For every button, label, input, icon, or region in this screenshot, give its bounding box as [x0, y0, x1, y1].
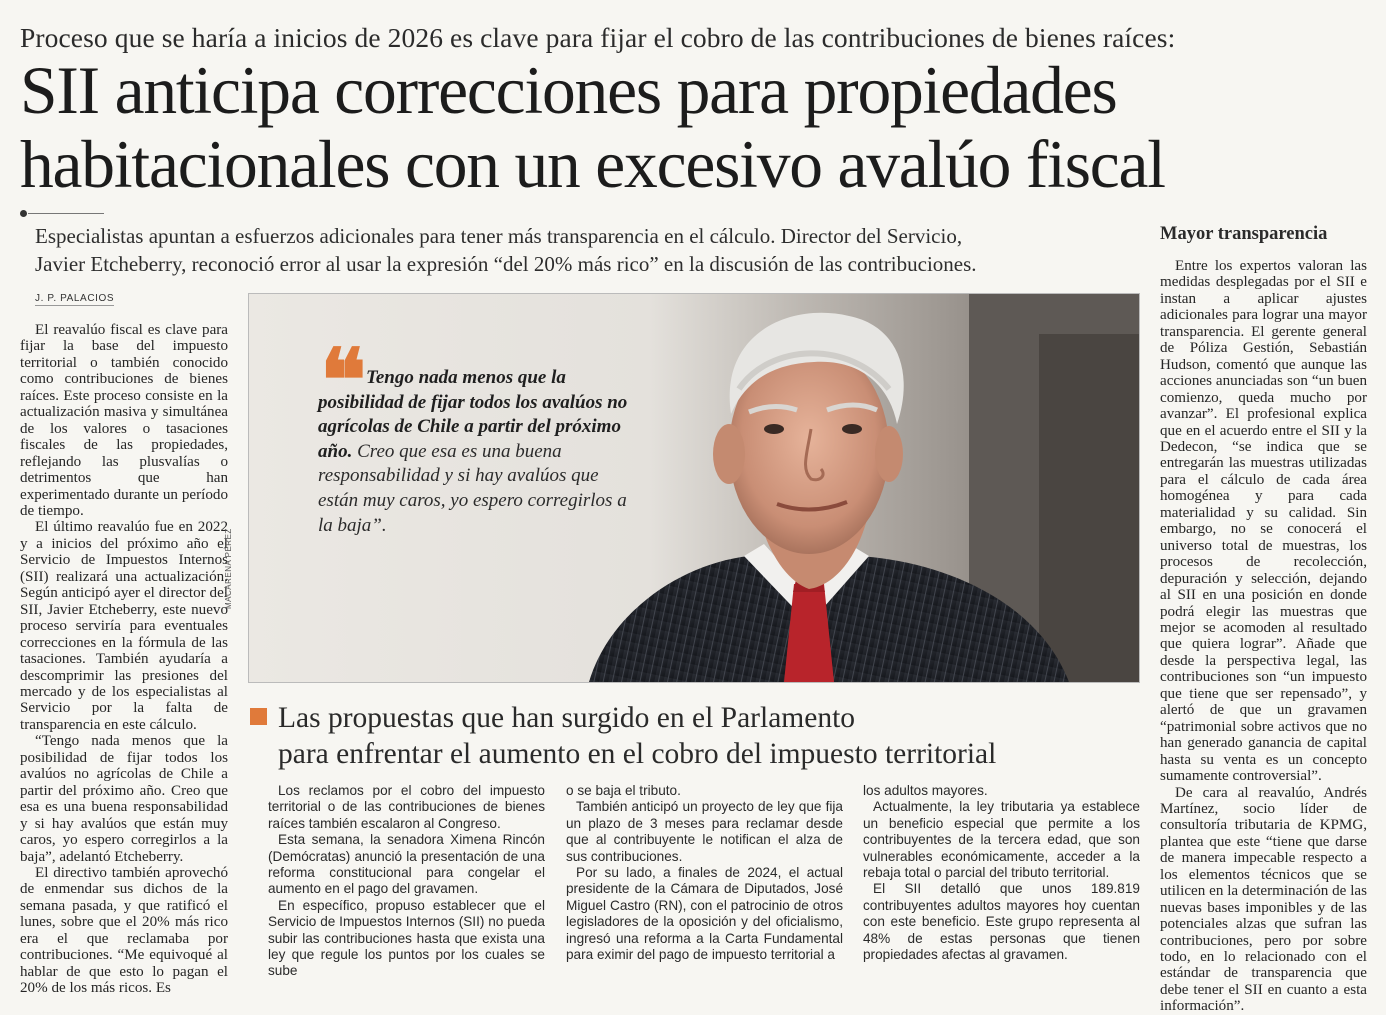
quote-mark-icon: ❝: [320, 330, 367, 431]
headline: [20, 54, 1370, 202]
paragraph: En específico, propuso establecer que el Servicio de Impuestos Internos (SII) no pueda subir las contribuciones hasta que exista una ley que regule los puntos por los cuales se sube: [268, 897, 545, 979]
pull-quote-rest: Creo que esa es una buena responsabilidad y si hay avalúos que están muy caros, yo espero corregirlos a la baja”.: [318, 440, 627, 536]
deck: [35, 222, 1145, 278]
body-column-right: [1160, 258, 1367, 1015]
box-column-2: [566, 783, 843, 988]
paragraph: los adultos mayores.: [863, 783, 988, 798]
separator-line: [28, 213, 104, 214]
paragraph: El directivo también aprovechó de enmendar sus dichos de la semana pasada, y que ratificó el lunes, sobre que el 20% más rico era el que reclamaba por contribuciones. “Me equivoqué al hablar de que esto lo pagan el 20% de los más ricos. Es: [20, 864, 228, 997]
paragraph: Entre los expertos valoran las medidas desplegadas por el SII e instan a aplicar ajustes adicionales para lograr una mayor transparencia. El gerente general de Póliza Gestión, Sebastián Hudson, comentó que aunque las acciones anunciadas son “un buen comienzo, queda mucho por avanzar”. El profesional explica que en el acuerdo entre el SII y la Dedecon, “se indica que se entregarán las muestras utilizadas para el cálculo de cada área homogénea y para cada materialidad y su calidad. Sin embargo, no se conocerá el universo total de muestras, los procesos de recolección, depuración y selección, dejando al SII en una posición en donde podrá elegir las muestras que mejor se acomoden al resultado que quiera lograr”. Añade que desde la perspectiva legal, las contribuciones son “un impuesto que tiene que ser repensado”, y alertó de que un gravamen “patrimonial sobre activos que no han generado ganancia de capital hasta su venta es un concepto sumamente controversial”.: [1160, 258, 1367, 785]
pull-quote: [318, 366, 628, 538]
kicker: Proceso que se haría a inicios de 2026 es clave para fijar el cobro de las contribuciones de bienes raíces:: [20, 22, 1176, 53]
section-square-icon: [250, 708, 267, 725]
paragraph: o se baja el tributo.: [566, 783, 681, 798]
box-title: [278, 700, 996, 772]
byline: J. P. PALACIOS: [35, 293, 115, 304]
body-column-left: [20, 322, 228, 997]
paragraph: Por su lado, a finales de 2024, el actual presidente de la Cámara de Diputados, José Miguel Castro (RN), con el patrocinio de otros legisladores de la oposición y del oficialismo, ingresó una reforma a la Carta Fundamental para eximir del pago de impuesto territorial a: [566, 865, 843, 963]
paragraph: “Tengo nada menos que la posibilidad de fijar todos los avalúos no agrícolas de Chile a partir del próximo año. Creo que esa es una buena responsabilidad y si hay avalúos que están muy caros, yo espero corregirlos a la baja”, adelantó Etcheberry.: [20, 733, 228, 865]
deck-line-2: Javier Etcheberry, reconoció error al usar la expresión “del 20% más rico” en la discusión de las contribuciones.: [35, 252, 977, 276]
paragraph: También anticipó un proyecto de ley que fija un plazo de 3 meses para reclamar desde que al contribuyente le notifican el alza de sus contribuciones.: [566, 799, 843, 864]
box-title-line-1: Las propuestas que han surgido en el Parlamento: [278, 702, 856, 734]
pull-quote-bold: Tengo nada menos que la posibilidad de fijar todos los avalúos no agrícolas de Chile a partir del próximo año.: [318, 367, 628, 462]
paragraph: Actualmente, la ley tributaria ya establece un beneficio especial que permite a los contribuyentes de la tercera edad, que son vulnerables económicamente, acceder a la rebaja total o parcial del tributo territorial.: [863, 799, 1140, 881]
headline-line-1: SII anticipa correcciones para propiedades: [20, 53, 1117, 128]
photo-credit: MACARENA PÉREZ: [224, 528, 233, 609]
deck-line-1: Especialistas apuntan a esfuerzos adicionales para tener más transparencia en el cálculo. Director del Servicio,: [35, 224, 963, 248]
paragraph: De cara al reavalúo, Andrés Martínez, socio líder de consultoría tributaria de KPMG, plantea que este “tiene que darse de manera impecable respecto a los elementos técnicos que se utilicen en la determinación de las nuevas bases imponibles y de las potenciales alzas que sufran las contribuciones, pero por sobre todo, en lo relacionado con el estándar de transparencia que debe tener el SII en cuanto a esta información”.: [1160, 784, 1367, 1015]
box-column-3: [863, 783, 1140, 988]
paragraph: El SII detalló que unos 189.819 contribuyentes adultos mayores hoy cuentan con este beneficio. Este grupo representa al 48% de estas personas que tienen propiedades afectas al gravamen.: [863, 881, 1140, 963]
paragraph: El reavalúo fiscal es clave para fijar la base del impuesto territorial o también conocido como contribuciones de bienes raíces. Este proceso consiste en la actualización masiva y simultánea de los valores o tasaciones fiscales de las propiedades, reflejando las plusvalías o detrimentos que han experimentado durante un período de tiempo.: [20, 322, 228, 519]
separator-dot: [20, 210, 27, 217]
headline-line-2: habitacionales con un excesivo avalúo fiscal: [20, 127, 1165, 202]
paragraph: Los reclamos por el cobro del impuesto territorial o de las contribuciones de bienes raíces también escalaron al Congreso.: [268, 783, 545, 831]
paragraph: El último reavalúo fue en 2022 y a inicios del próximo año el Servicio de Impuestos Internos (SII) realizará una actualización. Según anticipó ayer el director del SII, Javier Etcheberry, este nuevo proceso serviría para eventuales correcciones en la fórmula de las tasaciones. También ayudaría a descomprimir las presiones del mercado y de los especialistas al Servicio por la falta de transparencia en este cálculo.: [20, 519, 228, 733]
paragraph: Esta semana, la senadora Ximena Rincón (Demócratas) anunció la presentación de una reforma constitucional para congelar el aumento en el pago del gravamen.: [268, 832, 545, 897]
box-column-1: [268, 783, 545, 988]
box-title-line-2: para enfrentar el aumento en el cobro del impuesto territorial: [278, 738, 997, 770]
right-column-heading: Mayor transparencia: [1160, 224, 1328, 244]
